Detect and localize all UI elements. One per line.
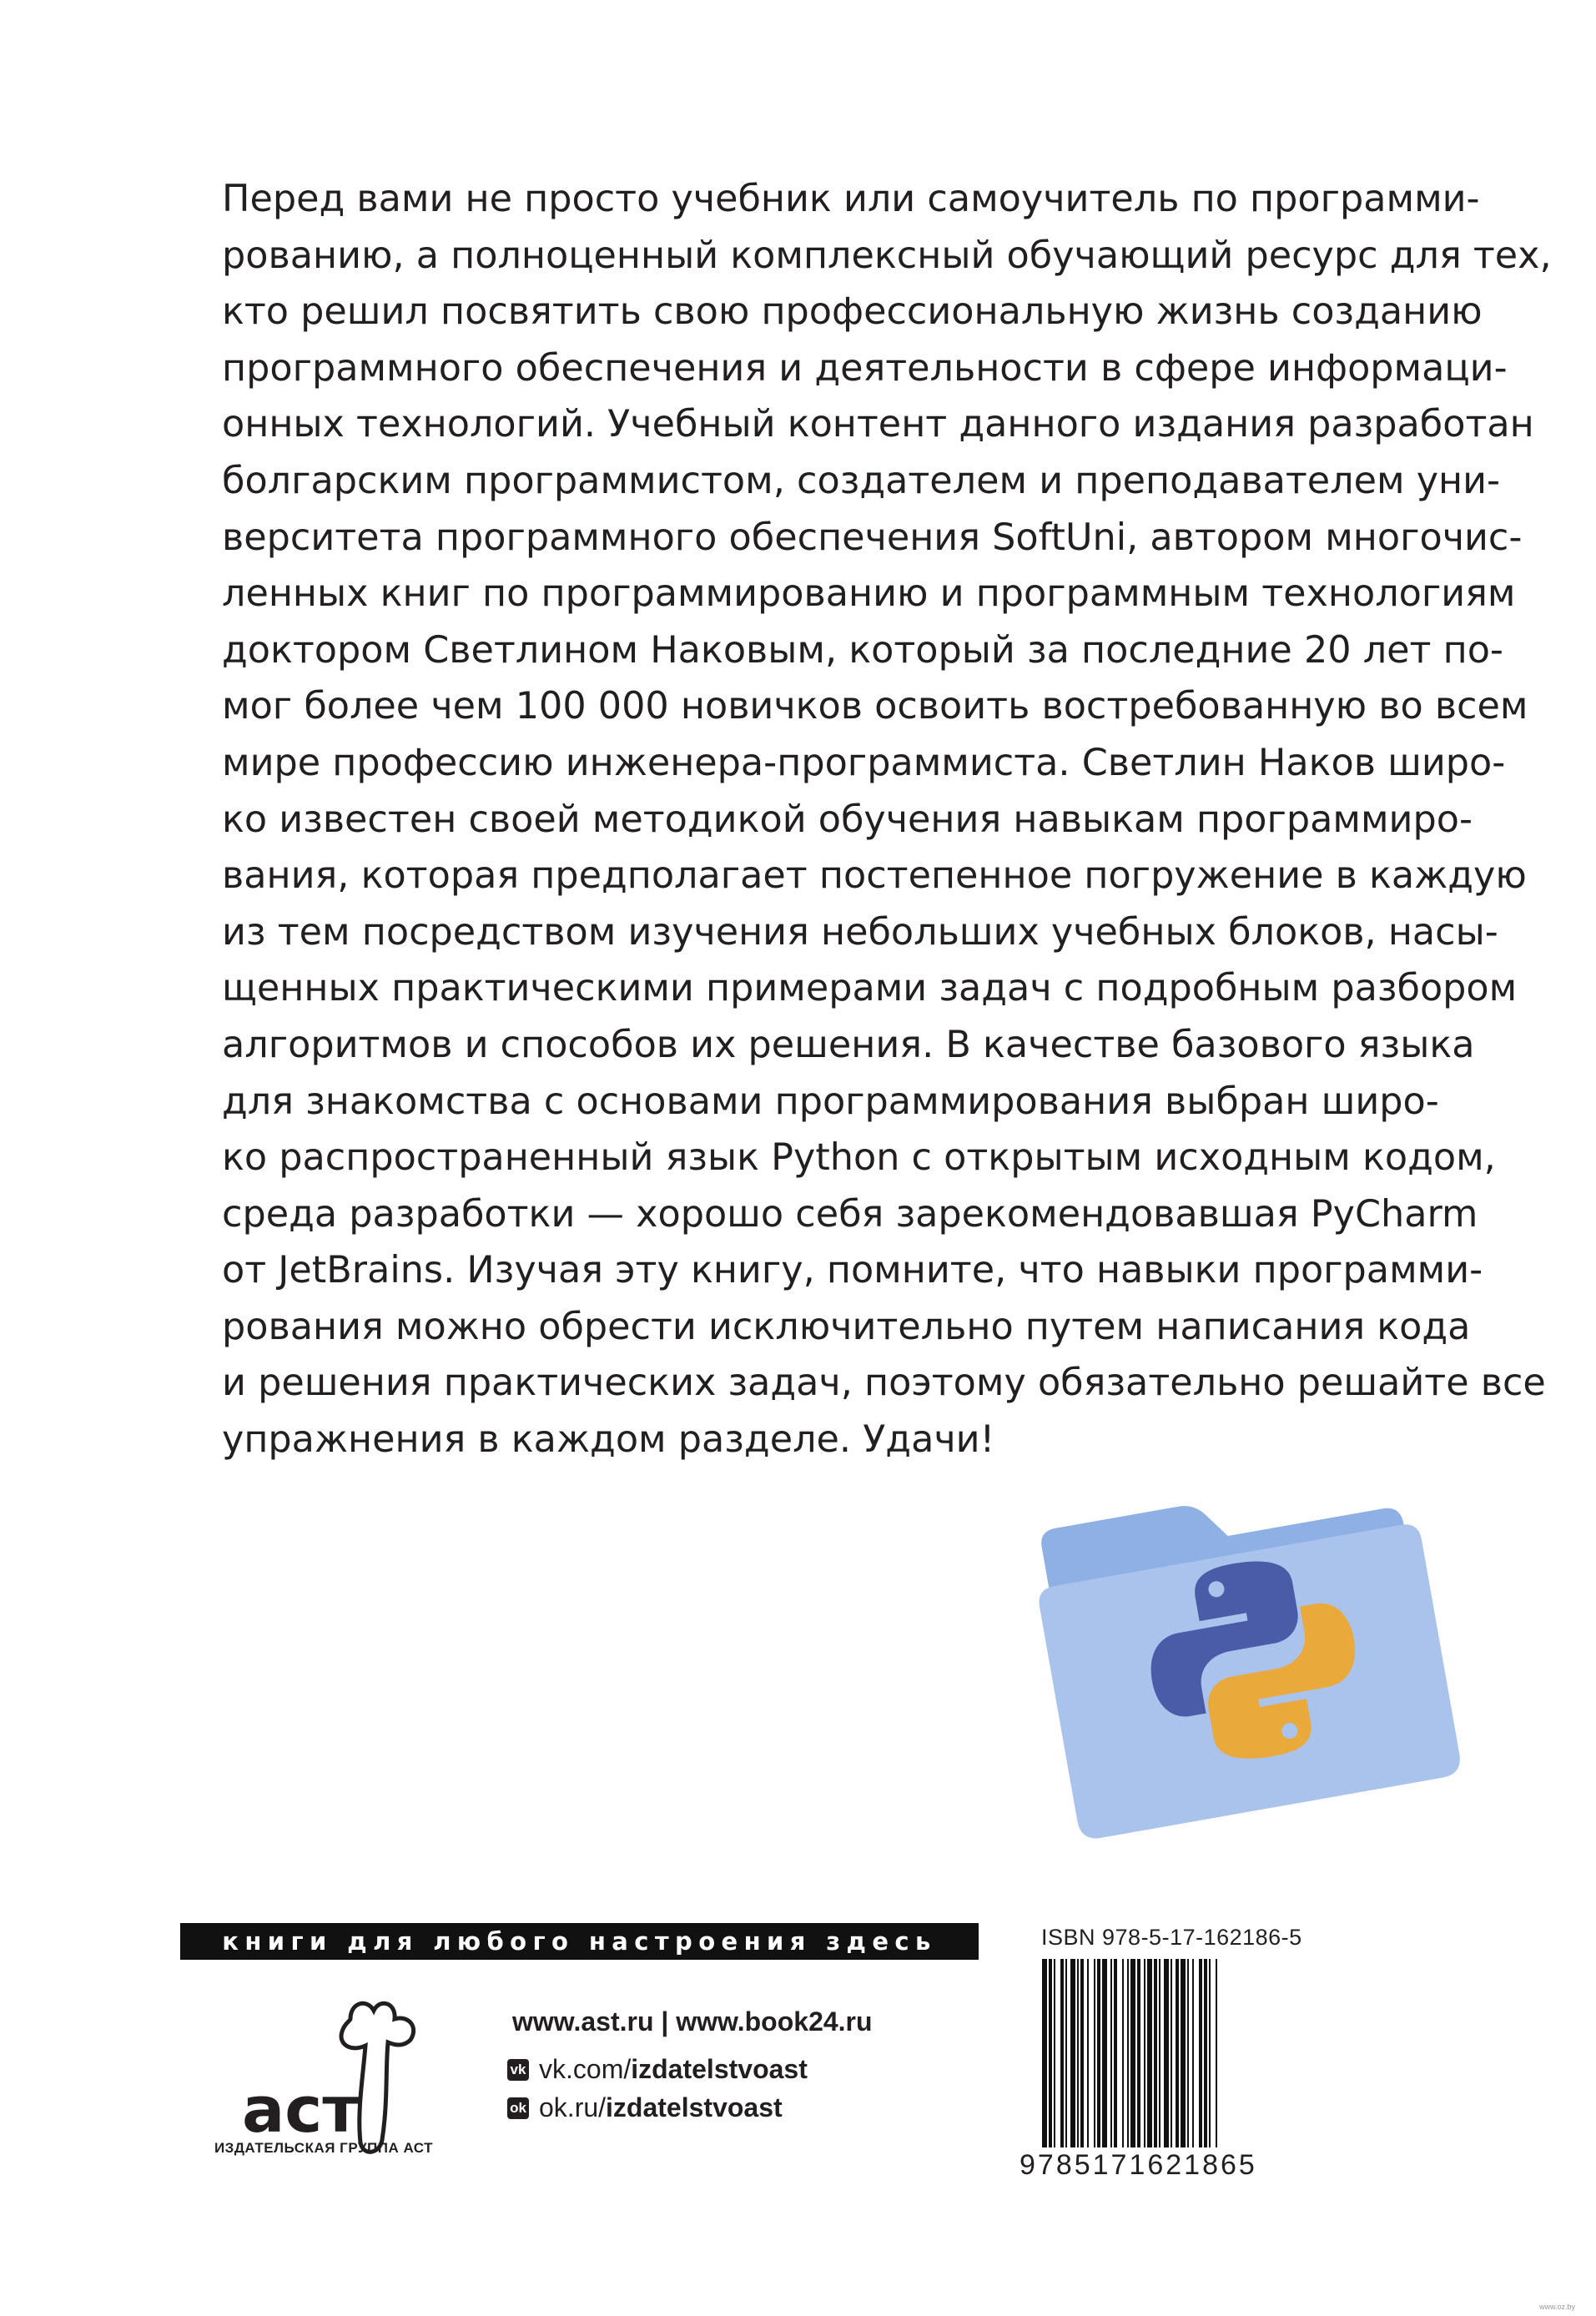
text-line: вания, которая предполагает постепенное погружение в каждую bbox=[222, 854, 1527, 898]
text-line: мог более чем 100 000 новичков освоить востребованную во всем bbox=[222, 685, 1528, 728]
text-line: рованию, а полноценный комплексный обучающий ресурс для тех, bbox=[222, 234, 1552, 277]
barcode bbox=[1039, 1959, 1289, 2151]
text-line: щенных практическими примерами задач с подробным разбором bbox=[222, 967, 1518, 1010]
text-line: верситета программного обеспечения SoftUni, автором многочис- bbox=[222, 516, 1523, 559]
ok-link[interactable] bbox=[507, 2092, 783, 2123]
text-line: Перед вами не просто учебник или самоучитель по программи- bbox=[222, 178, 1480, 220]
text-line: для знакомства с основами программирования выбран широ- bbox=[222, 1080, 1439, 1123]
text-line: ко известен своей методикой обучения навыкам программиро- bbox=[222, 798, 1473, 841]
text-line: среда разработки — хорошо себя зарекомендовавшая PyCharm bbox=[222, 1192, 1478, 1236]
text-line: рования можно обрести исключительно путем написания кода bbox=[222, 1305, 1471, 1348]
barcode-digits: 9785171621865 bbox=[1020, 2149, 1257, 2181]
description-text bbox=[222, 171, 1552, 1468]
text-line: кто решил посвятить свою профессиональную жизнь созданию bbox=[222, 290, 1483, 334]
ok-icon: ok bbox=[507, 2097, 529, 2119]
text-line: онных технологий. Учебный контент данного издания разработан bbox=[222, 403, 1534, 446]
vk-icon: vk bbox=[507, 2059, 529, 2081]
text-line: ленных книг по программированию и программным технологиям bbox=[222, 572, 1516, 616]
svg-text:аст: аст bbox=[242, 2072, 360, 2147]
publisher-name: ИЗДАТЕЛЬСКАЯ ГРУППА АСТ bbox=[214, 2140, 434, 2156]
text-line: мире профессию инженера-программиста. Светлин Наков широ- bbox=[222, 741, 1506, 784]
vk-prefix: vk.com/ bbox=[539, 2054, 632, 2084]
isbn: ISBN 978-5-17-162186-5 bbox=[1041, 1925, 1302, 1950]
tagline-bar: книги для любого настроения здесь bbox=[180, 1923, 979, 1960]
text-line: болгарским программистом, создателем и преподавателем уни- bbox=[222, 459, 1501, 502]
text-line: ко распространенный язык Python с открытым исходным кодом, bbox=[222, 1136, 1496, 1180]
websites[interactable]: www.ast.ru | www.book24.ru bbox=[512, 2006, 873, 2037]
vk-link[interactable] bbox=[507, 2054, 808, 2085]
watermark: www.oz.by bbox=[1539, 2303, 1576, 2311]
text-line: из тем посредством изучения небольших учебных блоков, насы- bbox=[222, 910, 1498, 954]
text-line: программного обеспечения и деятельности в сфере информаци- bbox=[222, 346, 1508, 390]
text-line: упражнения в каждом разделе. Удачи! bbox=[222, 1418, 995, 1462]
text-line: от JetBrains. Изучая эту книгу, помните, что навыки программи- bbox=[222, 1249, 1483, 1292]
vk-handle: izdatelstvoast bbox=[631, 2054, 808, 2084]
ok-prefix: ok.ru/ bbox=[539, 2092, 607, 2122]
folder-icon bbox=[1014, 1456, 1473, 1856]
text-line: доктором Светлином Наковым, который за последние 20 лет по- bbox=[222, 628, 1503, 672]
text-line: алгоритмов и способов их решения. В качестве базового языка bbox=[222, 1023, 1475, 1066]
ok-handle: izdatelstvoast bbox=[606, 2092, 783, 2122]
text-line: и решения практических задач, поэтому обязательно решайте все bbox=[222, 1362, 1546, 1405]
